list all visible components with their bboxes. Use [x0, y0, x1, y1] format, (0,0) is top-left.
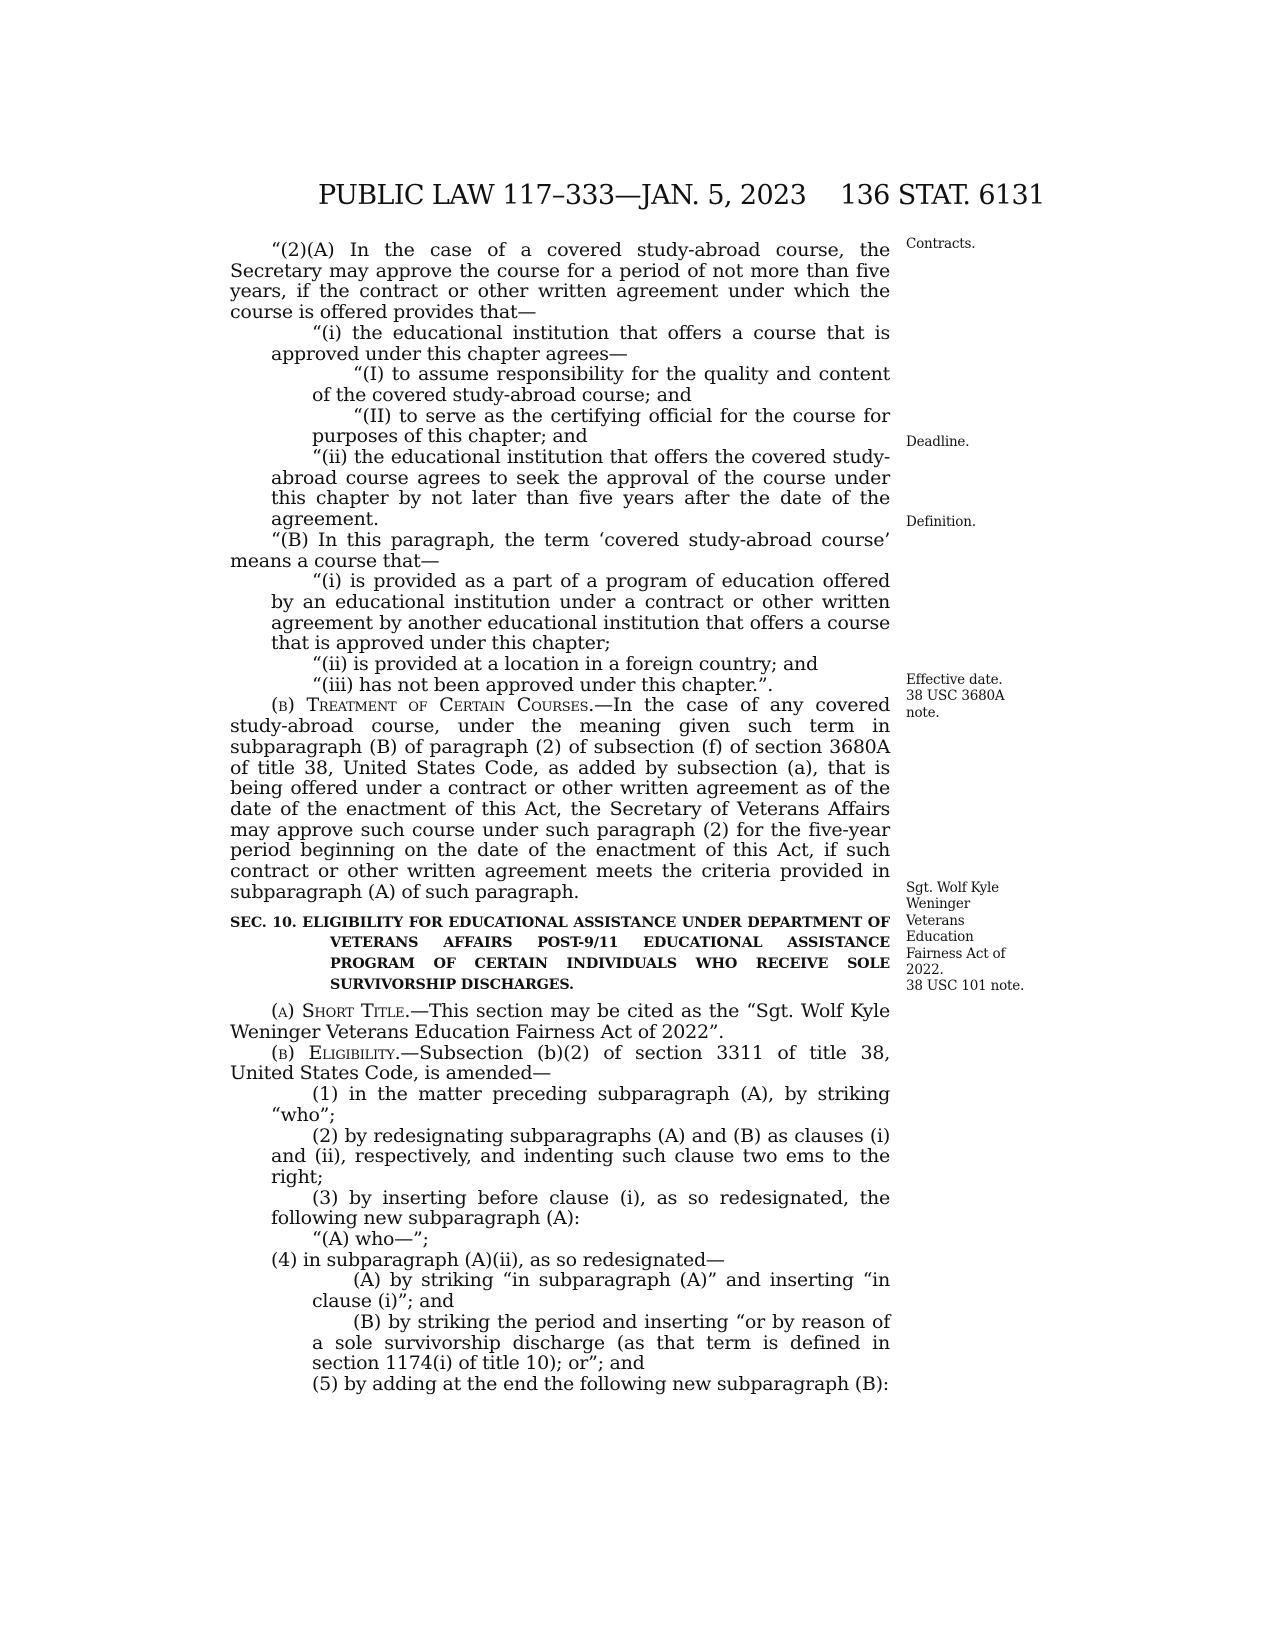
note-line: Weninger	[906, 896, 970, 913]
margin-note-contracts: Contracts.	[906, 236, 976, 252]
amendment-4: (4) in subparagraph (A)(ii), as so redesignated—	[271, 1248, 725, 1271]
margin-note-deadline: Deadline.	[906, 434, 970, 450]
margin-note-definition: Definition.	[906, 514, 976, 530]
amendment-3: (3) by inserting before clause (i), as so redesignated, the following new subparagraph (A):	[271, 1186, 890, 1230]
amendment-2: (2) by redesignating subparagraphs (A) and (B) as clauses (i) and (ii), respectively, and indenting such clause two ems to the right;	[271, 1124, 890, 1188]
subclause-I: “(I) to assume responsibility for the quality and content of the covered study-abroad course; and	[312, 363, 890, 406]
clause-ii-approval: “(ii) the educational institution that offers the covered study-abroad course agrees to seek the approval of the course under this chapter by not later than five years after the date of the agreement.	[271, 446, 890, 531]
amendment-4b: (B) by striking the period and inserting “or by reason of a sole survivorship discharge (as that term is defined in section 1174(i) of title 10); or”; and	[312, 1310, 890, 1375]
running-header-stat-page: 136 STAT. 6131	[840, 180, 1045, 211]
document-body	[230, 240, 890, 1395]
note-line: 2022.	[906, 962, 944, 979]
definition-clause-iii: “(iii) has not been approved under this chapter.”.	[312, 673, 774, 696]
amendment-1: (1) in the matter preceding subparagraph (A), by striking “who”;	[271, 1083, 890, 1126]
note-line: 38 USC 101 note.	[906, 978, 1025, 995]
note-line: 38 USC 3680A	[906, 688, 1005, 705]
subsection-text: —In the case of any covered study-abroad course, under the meaning given such term in subparagraph (B) of paragraph (2) of subsection (f) of section 3680A of title 38, United States Code, as added by subsection (a), that is being offered under a contract or other written agreement as of the date of the enactment of this Act, the Secretary of Veterans Affairs may approve such course under such paragraph (2) for the five-year period beginning on the date of the enactment of this Act, if such contract or other written agreement meets the criteria provided in subparagraph (A) of such paragraph.	[230, 694, 890, 903]
subsection-heading: (b) Eligibility.	[271, 1041, 401, 1064]
subsection-text: —This section may be cited as the “Sgt. Wolf Kyle Weninger Veterans Education Fairness Act of 2022”.	[230, 1000, 890, 1044]
subsection-heading: (a) Short Title.	[271, 1000, 411, 1023]
definition-clause-i: “(i) is provided as a part of a program of education offered by an educational institution under a contract or other written agreement by another educational institution that offers a course that is approved under this chapter;	[271, 570, 890, 655]
clause-i-agrees: “(i) the educational institution that offers a course that is approved under this chapter agrees—	[271, 321, 890, 365]
note-line: Effective date.	[906, 672, 1003, 688]
subsection-text: —Subsection (b)(2) of section 3311 of title 38, United States Code, is amended—	[230, 1041, 890, 1085]
margin-note-effective-date	[906, 672, 1056, 721]
inserted-subparagraph-a: “(A) who—”;	[312, 1228, 429, 1251]
subsection-heading: (b) Treatment of Certain Courses.	[271, 694, 595, 717]
note-line: Fairness Act of	[906, 945, 1006, 962]
margin-note-short-title	[906, 880, 1056, 995]
section-10-heading: SEC. 10. ELIGIBILITY FOR EDUCATIONAL ASSISTANCE UNDER DEPARTMENT OF VETERANS AFFAIRS POST-9/11 EDUCATIONAL ASSISTANCE PROGRAM OF CERTAIN INDIVIDUALS WHO RECEIVE SOLE SURVIVORSHIP DISCHARGES.	[230, 914, 890, 993]
note-line: Education	[906, 929, 974, 946]
subclause-II: “(II) to serve as the certifying official for the course for purposes of this chapter; and	[312, 404, 890, 448]
subsection-b-eligibility	[230, 1043, 890, 1084]
amendment-4a: (A) by striking “in subparagraph (A)” and inserting “in clause (i)”; and	[312, 1269, 890, 1313]
definition-clause-ii: “(ii) is provided at a location in a foreign country; and	[312, 653, 818, 676]
subsection-b-treatment	[230, 695, 890, 902]
paragraph-b-definition: “(B) In this paragraph, the term ‘covered study-abroad course’ means a course that—	[230, 528, 890, 572]
note-line: Sgt. Wolf Kyle	[906, 880, 999, 896]
note-line: note.	[906, 704, 940, 721]
running-header-law: PUBLIC LAW 117–333—JAN. 5, 2023	[318, 180, 807, 211]
note-line: Veterans	[906, 912, 965, 929]
amendment-5: (5) by adding at the end the following new subparagraph (B):	[312, 1372, 889, 1395]
paragraph-2a: “(2)(A) In the case of a covered study-abroad course, the Secretary may approve the course for a period of not more than five years, if the contract or other written agreement under which the course is offered provides that—	[230, 239, 890, 324]
subsection-a-short-title	[230, 1001, 890, 1042]
